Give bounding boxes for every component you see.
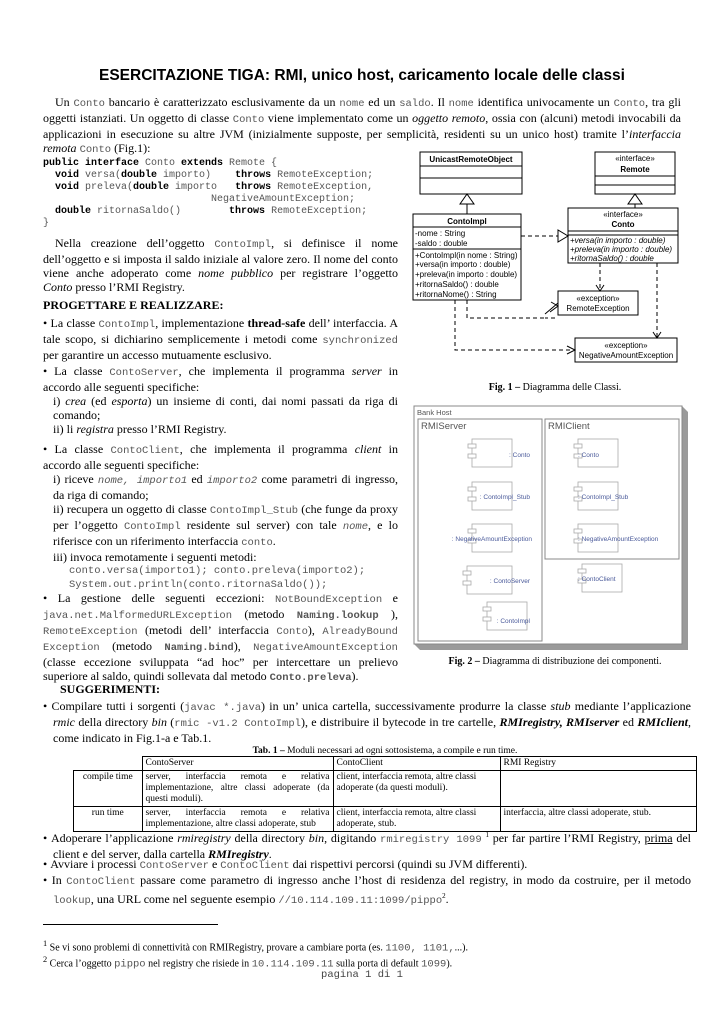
server-component: : ContoImpl_Stub	[479, 494, 530, 501]
table-header-row	[74, 757, 697, 771]
fig1-caption: Fig. 1 – Diagramma delle Classi.	[488, 382, 622, 393]
impl-op: +ritornaSaldo() : double	[415, 280, 499, 289]
stereotype-conto: «interface»	[603, 210, 643, 219]
footnote-divider	[43, 924, 218, 925]
server-component: : ContoServer	[489, 578, 530, 585]
suggestion-avvio: • Avviare i processi ContoServer e ContoClient dai rispettivi percorsi (quindi su JVM differenti).	[43, 857, 528, 872]
table-header-cell: ContoServer	[142, 757, 333, 771]
interface-remote: Remote	[620, 165, 650, 174]
footnote-2: $^2$ Cerca l’oggetto pippo nel registry che risiede in 10.114.109.11 sulla porta di default 1099).	[43, 955, 453, 971]
bullet-contoserver: • La classe ContoServer, che implementa il programma server in accordo alle seguenti specifiche: i) crea (ed esporta) un insieme di conti, dai nomi passati da riga di comando; ii) li registra presso l’RMI Registry.	[43, 364, 398, 436]
page-number: pagina 1 di 1	[321, 969, 403, 981]
impl-attr: -saldo : double	[415, 239, 468, 248]
fig2-caption: Fig. 2 – Diagramma di distribuzione dei componenti.	[448, 656, 662, 667]
server-component: : NegativeAmountException	[451, 536, 532, 543]
bullet-contoimpl: • La classe ContoImpl, implementazione thread-safe dell’ interfaccia. A tale scopo, si dichiarino semplicemente i metodi come synchronized per garantire un accesso mutuamente esclusivo.	[43, 316, 399, 362]
server-component: : Conto	[509, 452, 530, 459]
footnote-1: $^1$ Se vi sono problemi di connettività con RMIRegistry, provare a cambiare porta (es. 1100, 1101,...).	[43, 939, 468, 955]
conto-op: +ritornaSaldo() : double	[570, 254, 654, 263]
table-header-cell: RMI Registry	[500, 757, 697, 771]
table-row	[74, 771, 697, 807]
bullet-contoclient: • La classe ContoClient, che implementa il programma client in accordo alle seguenti specifiche: i) riceve nome, importo1 ed importo2 come parametri di ingresso, da riga di comando; ii) recupera un oggetto di classe ContoImpl_Stub (che funge da proxy per l’oggetto ContoImpl residente sul server) con tale nome, e lo riferisce con un riferimento interfaccia conto. iii) invoca remotamente i seguenti metodi: conto.versa(importo1); conto.preleva(importo2); System.out.println(conto.ritornaSaldo());	[43, 442, 399, 591]
table-cell: run time	[74, 807, 143, 832]
rmiclient-label: RMIClient	[548, 421, 590, 432]
class-unicast: UnicastRemoteObject	[429, 155, 513, 164]
interface-conto: Conto	[611, 220, 635, 229]
table-cell: client, interfaccia remota, altre classi adoperate (da questi moduli).	[333, 771, 500, 807]
impl-op: +ContoImpl(in nome : String)	[415, 251, 518, 260]
client-component: : Conto	[578, 452, 599, 459]
impl-op: +preleva(in importo : double)	[415, 270, 518, 279]
intro-paragraph: Un Conto bancario è caratterizzato esclusivamente da un nome ed un saldo. Il nome identifica univocamente un Conto, tra gli oggetti istanziati. Un oggetto di classe Conto viene implementato come un oggetto remoto, ossia con (alcuni) metodi invocabili da applicazioni in esecuzione su altre JVM (inizialmente supposte, per semplicità, residenti su un unico host) tramite l’interfaccia remota Conto (Fig.1):	[43, 95, 681, 156]
modules-table	[73, 756, 697, 832]
class-diagram	[405, 148, 705, 373]
rmiserver-label: RMIServer	[421, 421, 467, 432]
table-cell: compile time	[74, 771, 143, 807]
bank-host-label: Bank Host	[417, 408, 452, 417]
suggestion-rmiregistry: • Adoperare l’applicazione rmiregistry della directory bin, digitando rmiregistry 1099 $^1$ per far partire l’RMI Registry, prima del client e del server, dalla cartella RMIregistry.	[43, 831, 691, 861]
code-block: public interface Conto extends Remote { void versa(double importo) throws RemoteException; void preleva(double importo throws RemoteException, NegativeAmountException; double ritornaSaldo() throws RemoteException; }	[43, 158, 374, 229]
section-heading-suggerimenti: SUGGERIMENTI:	[60, 682, 161, 696]
class-contoimpl: ContoImpl	[447, 217, 487, 226]
contoimpl-paragraph: Nella creazione dell’oggetto ContoImpl, si definisce il nome dell’oggetto e si imposta il saldo iniziale al valore zero. Il nome del conto viene anche adoperato come nome pubblico per registrare l’oggetto Conto presso l’RMI Registry.	[43, 236, 398, 294]
section-heading-progettare: PROGETTARE E REALIZZARE:	[43, 298, 224, 312]
table-cell: server, interfaccia remota e relativa implementazione, altre classi adoperate, stub	[142, 807, 333, 832]
table-cell: interfaccia, altre classi adoperate, stub.	[500, 807, 697, 832]
impl-op: +versa(in importo : double)	[415, 260, 511, 269]
exception-re: RemoteException	[566, 304, 630, 313]
table-cell: server, interfaccia remota e relativa implementazione, altre classi adoperate (da questi moduli).	[142, 771, 333, 807]
impl-attr: -nome : String	[415, 229, 466, 238]
bullet-eccezioni: • La gestione delle seguenti eccezioni: NotBoundException e java.net.MalformedURLException (metodo Naming.lookup ), RemoteException (metodi dell’ interfaccia Conto), AlreadyBound Exception (metodo Naming.bind), NegativeAmountException (classe eccezione sviluppata “ad hoc” per intercettare un prelievo superiore al saldo, quindi sollevata dal metodo Conto.preleva).	[43, 591, 399, 684]
table-cell: client, interfaccia remota, altre classi adoperate, stub.	[333, 807, 500, 832]
conto-op: +versa(in importo : double)	[570, 236, 666, 245]
table-cell	[500, 771, 697, 807]
stereotype-re: «exception»	[576, 294, 620, 303]
impl-op: +ritornaNome() : String	[415, 290, 497, 299]
tab1-caption: Tab. 1 – Moduli necessari ad ogni sottosistema, a compile e run time.	[252, 746, 518, 756]
table-header-cell: ContoClient	[333, 757, 500, 771]
conto-op: +preleva(in importo : double)	[570, 245, 673, 254]
suggestion-lookup: • In ContoClient passare come parametro di ingresso anche l’host di residenza del registry, in modo da costruire, per il metodo lookup, una URL come nel seguente esempio //10.114.109.11:1099/pippo$^2$.	[43, 873, 692, 907]
stereotype-nae: «exception»	[604, 341, 648, 350]
client-component: : ContoClient	[578, 576, 616, 583]
exception-nae: NegativeAmountException	[578, 351, 674, 360]
deployment-diagram	[412, 404, 690, 652]
table-header-cell	[74, 757, 143, 771]
client-component: : NegativeAmountException	[578, 536, 659, 543]
client-component: : ContoImpl_Stub	[578, 494, 629, 501]
server-component: : ContoImpl	[496, 618, 530, 625]
page-title: ESERCITAZIONE TIGA: RMI, unico host, caricamento locale delle classi	[99, 67, 625, 84]
stereotype-remote: «interface»	[615, 154, 655, 163]
suggestion-compile: • Compilare tutti i sorgenti (javac *.java) in un’ unica cartella, successivamente produrre la classe stub mediante l’applicazione rmic della directory bin (rmic -v1.2 ContoImpl), e distribuire il bytecode in tre cartelle, RMIregistry, RMIserver ed RMIclient, come indicato in Fig.1-a e Tab.1.	[43, 699, 692, 745]
